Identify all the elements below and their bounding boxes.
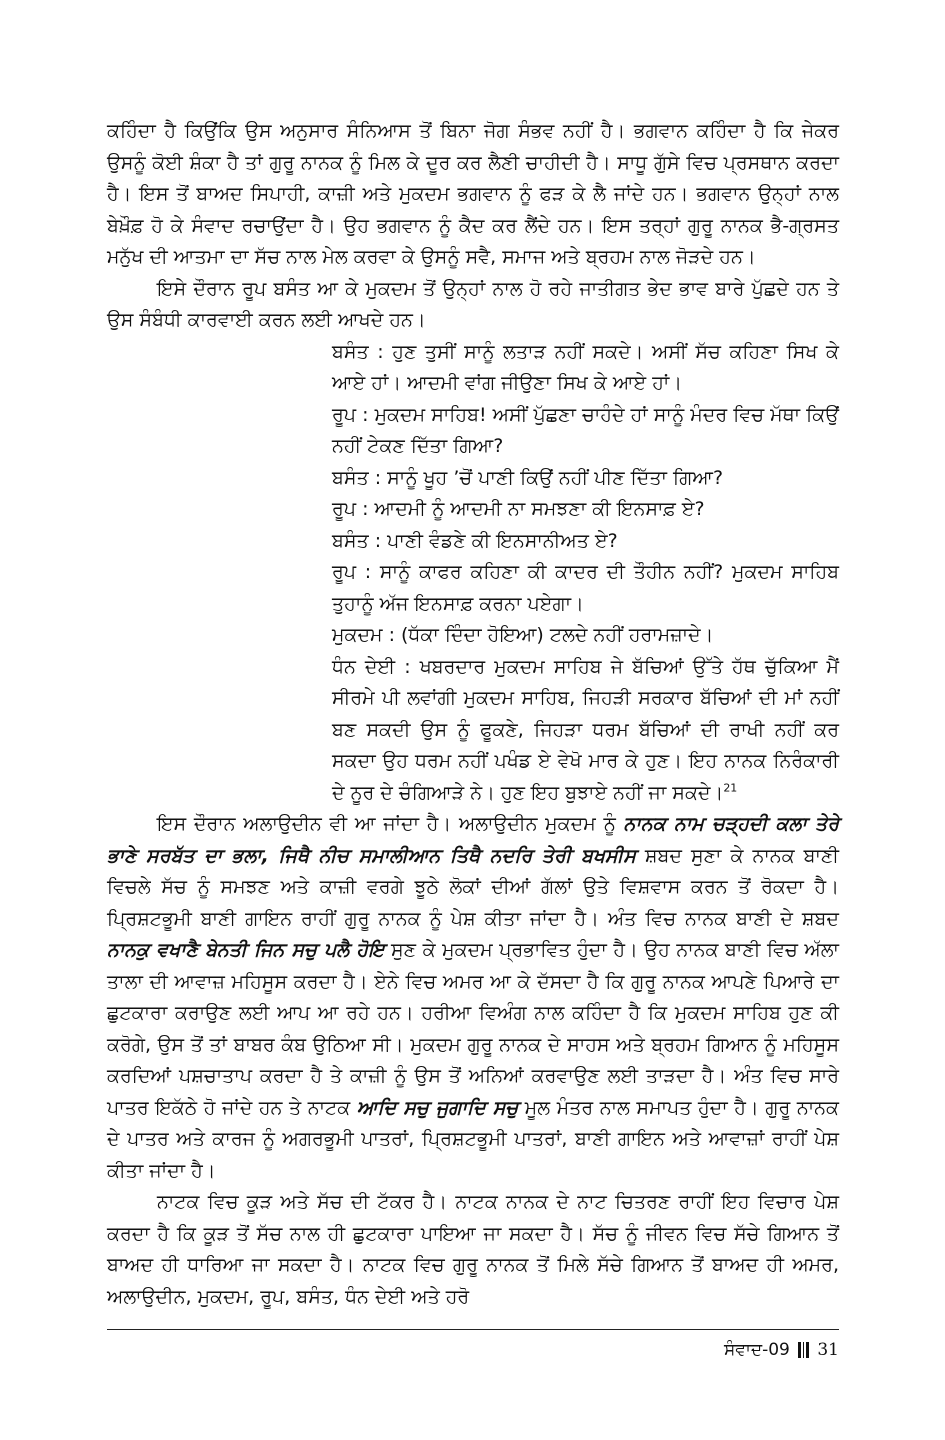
dialogue-text: ਧੰਨ ਦੇਈ : ਖਬਰਦਾਰ ਮੁਕਦਮ ਸਾਹਿਬ ਜੇ ਬੱਚਿਆਂ ਉੱਤੇ ਹੱਥ ਚੁੱਕਿਆ ਮੈਂ ਸੀਰਮੇ ਪੀ ਲਵਾਂਗੀ ਮੁਕਦਮ ਸਾਹਿਬ, ਜਿਹੜੀ ਸਰਕਾਰ ਬੱਚਿਆਂ ਦੀ ਮਾਂ ਨਹੀਂ ਬਣ ਸਕਦੀ ਉਸ ਨੂੰ ਫੂਕਣੇ, ਜਿਹੜਾ ਧਰਮ ਬੱਚਿਆਂ ਦੀ ਰਾਖੀ ਨਹੀਂ ਕਰ ਸਕਦਾ ਉਹ ਧਰਮ ਨਹੀਂ ਪਖੰਡ ਏ ਵੇਖੋ ਮਾਰ ਕੇ ਹੁਣ। ਇਹ ਨਾਨਕ ਨਿਰੰਕਾਰੀ ਦੇ ਨੂਰ ਦੇ ਚੰਗਿਆੜੇ ਨੇ। ਹੁਣ ਇਹ ਬੁਝਾਏ ਨਹੀਂ ਜਾ ਸਕਦੇ। bbox=[332, 655, 839, 804]
dialogue-line: ਰੂਪ : ਸਾਨੂੰ ਕਾਫਰ ਕਹਿਣਾ ਕੀ ਕਾਦਰ ਦੀ ਤੌਹੀਨ ਨਹੀਂ? ਮੁਕਦਮ ਸਾਹਿਬ ਤੁਹਾਨੂੰ ਅੱਜ ਇਨਸਾਫ਼ ਕਰਨਾ ਪਏਗਾ। bbox=[332, 561, 839, 615]
paragraph-1: ਕਹਿੰਦਾ ਹੈ ਕਿਉਂਕਿ ਉਸ ਅਨੁਸਾਰ ਸੰਨਿਆਸ ਤੋਂ ਬਿਨਾ ਜੋਗ ਸੰਭਵ ਨਹੀਂ ਹੈ। ਭਗਵਾਨ ਕਹਿੰਦਾ ਹੈ ਕਿ ਜੇਕਰ ਉਸਨੂੰ ਕੋਈ ਸ਼ੰਕਾ ਹੈ ਤਾਂ ਗੁਰੂ ਨਾਨਕ ਨੂੰ ਮਿਲ ਕੇ ਦੂਰ ਕਰ ਲੈਣੀ ਚਾਹੀਦੀ ਹੈ। ਸਾਧੂ ਗੁੱਸੇ ਵਿਚ ਪ੍ਰਸਥਾਨ ਕਰਦਾ ਹੈ। ਇਸ ਤੋਂ ਬਾਅਦ ਸਿਪਾਹੀ, ਕਾਜ਼ੀ ਅਤੇ ਮੁਕਦਮ ਭਗਵਾਨ ਨੂੰ ਫੜ ਕੇ ਲੈ ਜਾਂਦੇ ਹਨ। ਭਗਵਾਨ ਉਨ੍ਹਾਂ ਨਾਲ ਬੇਖ਼ੌਫ਼ ਹੋ ਕੇ ਸੰਵਾਦ ਰਚਾਉਂਦਾ ਹੈ। ਉਹ ਭਗਵਾਨ ਨੂੰ ਕੈਦ ਕਰ ਲੈਂਦੇ ਹਨ। ਇਸ ਤਰ੍ਹਾਂ ਗੁਰੂ ਨਾਨਕ ਭੈ-ਗ੍ਰਸਤ ਮਨੁੱਖ ਦੀ ਆਤਮਾ ਦਾ ਸੱਚ ਨਾਲ ਮੇਲ ਕਰਵਾ ਕੇ ਉਸਨੂੰ ਸਵੈ, ਸਮਾਜ ਅਤੇ ਬ੍ਰਹਮ ਨਾਲ ਜੋੜਦੇ ਹਨ। bbox=[107, 120, 839, 268]
paragraph-4: ਨਾਟਕ ਵਿਚ ਕੂੜ ਅਤੇ ਸੱਚ ਦੀ ਟੱਕਰ ਹੈ। ਨਾਟਕ ਨਾਨਕ ਦੇ ਨਾਟ ਚਿਤਰਣ ਰਾਹੀਂ ਇਹ ਵਿਚਾਰ ਪੇਸ਼ ਕਰਦਾ ਹੈ ਕਿ ਕੂੜ ਤੋਂ ਸੱਚ ਨਾਲ ਹੀ ਛੁਟਕਾਰਾ ਪਾਇਆ ਜਾ ਸਕਦਾ ਹੈ। ਸੱਚ ਨੂੰ ਜੀਵਨ ਵਿਚ ਸੱਚੇ ਗਿਆਨ ਤੋਂ ਬਾਅਦ ਹੀ ਧਾਰਿਆ ਜਾ ਸਕਦਾ ਹੈ। ਨਾਟਕ ਵਿਚ ਗੁਰੂ ਨਾਨਕ ਤੋਂ ਮਿਲੇ ਸੱਚੇ ਗਿਆਨ ਤੋਂ ਬਾਅਦ ਹੀ ਅਮਰ, ਅਲਾਉਦੀਨ, ਮੁਕਦਮ, ਰੂਪ, ਬਸੰਤ, ਧੰਨ ਦੇਈ ਅਤੇ ਹਰੋ bbox=[107, 1191, 839, 1308]
para3-quote-3: ਆਦਿ ਸਚੁ ਜੁਗਾਦਿ ਸਚੁ bbox=[356, 1096, 519, 1119]
footnote-marker: 21 bbox=[723, 781, 738, 795]
dialogue-line: ਬਸੰਤ : ਸਾਨੂੰ ਖੂਹ ’ਚੋਂ ਪਾਣੀ ਕਿਉਂ ਨਹੀਂ ਪੀਣ ਦਿੱਤਾ ਗਿਆ? bbox=[332, 466, 724, 489]
separator-bars-icon bbox=[798, 1342, 810, 1358]
para3-text-4: ਮੂਲ ਮੰਤਰ ਨਾਲ ਸਮਾਪਤ ਹੁੰਦਾ ਹੈ। ਗੁਰੂ ਨਾਨਕ ਦੇ ਪਾਤਰ ਅਤੇ ਕਾਰਜ ਨੂੰ ਅਗਰਭੂਮੀ ਪਾਤਰਾਂ, ਪ੍ਰਿਸ਼ਟਭੂਮੀ ਪਾਤਰਾਂ, ਬਾਣੀ ਗਾਇਨ ਅਤੇ ਆਵਾਜ਼ਾਂ ਰਾਹੀਂ ਪੇਸ਼ ਕੀਤਾ ਜਾਂਦਾ ਹੈ। bbox=[107, 1096, 839, 1182]
paragraph-3 bbox=[107, 809, 839, 1187]
footer-rule bbox=[107, 1329, 839, 1330]
para3-text-1: ਇਸ ਦੌਰਾਨ ਅਲਾਉਦੀਨ ਵੀ ਆ ਜਾਂਦਾ ਹੈ। ਅਲਾਉਦੀਨ ਮੁਕਦਮ ਨੂੰ bbox=[157, 813, 624, 835]
dialogue-block bbox=[332, 337, 839, 810]
dialogue-line: ਬਸੰਤ : ਹੁਣ ਤੁਸੀਂ ਸਾਨੂੰ ਲਤਾੜ ਨਹੀਂ ਸਕਦੇ। ਅਸੀਂ ਸੱਚ ਕਹਿਣਾ ਸਿਖ ਕੇ ਆਏ ਹਾਂ। ਆਦਮੀ ਵਾਂਗ ਜੀਉਣਾ ਸਿਖ ਕੇ ਆਏ ਹਾਂ। bbox=[332, 340, 839, 394]
para3-text-3: ਸੁਣ ਕੇ ਮੁਕਦਮ ਪ੍ਰਭਾਵਿਤ ਹੁੰਦਾ ਹੈ। ਉਹ ਨਾਨਕ ਬਾਣੀ ਵਿਚ ਅੱਲਾ ਤਾਲਾ ਦੀ ਆਵਾਜ਼ ਮਹਿਸੂਸ ਕਰਦਾ ਹੈ। ਏਨੇ ਵਿਚ ਅਮਰ ਆ ਕੇ ਦੱਸਦਾ ਹੈ ਕਿ ਗੁਰੂ ਨਾਨਕ ਆਪਣੇ ਪਿਆਰੇ ਦਾ ਛੁਟਕਾਰਾ ਕਰਾਉਣ ਲਈ ਆਪ ਆ ਰਹੇ ਹਨ। ਹਰੀਆ ਵਿਅੰਗ ਨਾਲ ਕਹਿੰਦਾ ਹੈ ਕਿ ਮੁਕਦਮ ਸਾਹਿਬ ਹੁਣ ਕੀ ਕਰੋਗੇ, ਉਸ ਤੋਂ ਤਾਂ ਬਾਬਰ ਕੰਬ ਉਠਿਆ ਸੀ। ਮੁਕਦਮ ਗੁਰੂ ਨਾਨਕ ਦੇ ਸਾਹਸ ਅਤੇ ਬ੍ਰਹਮ ਗਿਆਨ ਨੂੰ ਮਹਿਸੂਸ ਕਰਦਿਆਂ ਪਸ਼ਚਾਤਾਪ ਕਰਦਾ ਹੈ ਤੇ ਕਾਜ਼ੀ ਨੂੰ ਉਸ ਤੋਂ ਅਨਿਆਂ ਕਰਵਾਉਣ ਲਈ ਤਾੜਦਾ ਹੈ। ਅੰਤ ਵਿਚ ਸਾਰੇ ਪਾਤਰ ਇਕੱਠੇ ਹੋ ਜਾਂਦੇ ਹਨ ਤੇ ਨਾਟਕ bbox=[107, 939, 839, 1119]
para3-quote-1: ਨਾਨਕ ਨਾਮ ਚੜ੍ਹਦੀ ਕਲਾ ਤੇਰੇ ਭਾਣੇ ਸਰਬੱਤ ਦਾ ਭਲਾ, ਜਿਥੈ ਨੀਚ ਸਮਾਲੀਆਨ ਤਿਥੈ ਨਦਰਿ ਤੇਰੀ ਬਖਸੀਸ bbox=[107, 813, 839, 867]
para3-text-2: ਸ਼ਬਦ ਸੁਣਾ ਕੇ ਨਾਨਕ ਬਾਣੀ ਵਿਚਲੇ ਸੱਚ ਨੂੰ ਸਮਝਣ ਅਤੇ ਕਾਜ਼ੀ ਵਰਗੇ ਝੂਠੇ ਲੋਕਾਂ ਦੀਆਂ ਗੱਲਾਂ ਉਤੇ ਵਿਸ਼ਵਾਸ ਕਰਨ ਤੋਂ ਰੋਕਦਾ ਹੈ। ਪ੍ਰਿਸ਼ਟਭੂਮੀ ਬਾਣੀ ਗਾਇਨ ਰਾਹੀਂ ਗੁਰੂ ਨਾਨਕ ਨੂੰ ਪੇਸ਼ ਕੀਤਾ ਜਾਂਦਾ ਹੈ। ਅੰਤ ਵਿਚ ਨਾਨਕ ਬਾਣੀ ਦੇ ਸ਼ਬਦ bbox=[107, 844, 839, 930]
dialogue-line-last bbox=[332, 652, 839, 810]
dialogue-line: ਮੁਕਦਮ : (ਧੱਕਾ ਦਿੰਦਾ ਹੋਇਆ) ਟਲਦੇ ਨਹੀਂ ਹਰਾਮਜ਼ਾਦੇ। bbox=[332, 624, 714, 646]
page-footer bbox=[724, 1340, 839, 1360]
dialogue-line: ਬਸੰਤ : ਪਾਣੀ ਵੰਡਣੇ ਕੀ ਇਨਸਾਨੀਅਤ ਏ? bbox=[332, 529, 618, 552]
para3-quote-2: ਨਾਨਕੁ ਵਖਾਣੈ ਬੇਨਤੀ ਜਿਨ ਸਚੁ ਪਲੈ ਹੋਇ bbox=[107, 939, 385, 961]
dialogue-line: ਰੂਪ : ਆਦਮੀ ਨੂੰ ਆਦਮੀ ਨਾ ਸਮਝਣਾ ਕੀ ਇਨਸਾਫ਼ ਏ? bbox=[332, 498, 705, 520]
page-number: 31 bbox=[817, 1340, 839, 1360]
dialogue-line: ਰੂਪ : ਮੁਕਦਮ ਸਾਹਿਬ! ਅਸੀਂ ਪੁੱਛਣਾ ਚਾਹੰਦੇ ਹਾਂ ਸਾਨੂੰ ਮੰਦਰ ਵਿਚ ਮੱਥਾ ਕਿਉਂ ਨਹੀਂ ਟੇਕਣ ਦਿੱਤਾ ਗਿਆ? bbox=[332, 403, 839, 457]
paragraph-2: ਇਸੇ ਦੌਰਾਨ ਰੂਪ ਬਸੰਤ ਆ ਕੇ ਮੁਕਦਮ ਤੋਂ ਉਨ੍ਹਾਂ ਨਾਲ ਹੋ ਰਹੇ ਜਾਤੀਗਤ ਭੇਦ ਭਾਵ ਬਾਰੇ ਪੁੱਛਦੇ ਹਨ ਤੇ ਉਸ ਸੰਬੰਧੀ ਕਾਰਵਾਈ ਕਰਨ ਲਈ ਆਖਦੇ ਹਨ। bbox=[107, 277, 839, 331]
page-body bbox=[107, 116, 839, 1313]
journal-name: ਸੰਵਾਦ-09 bbox=[724, 1340, 790, 1360]
